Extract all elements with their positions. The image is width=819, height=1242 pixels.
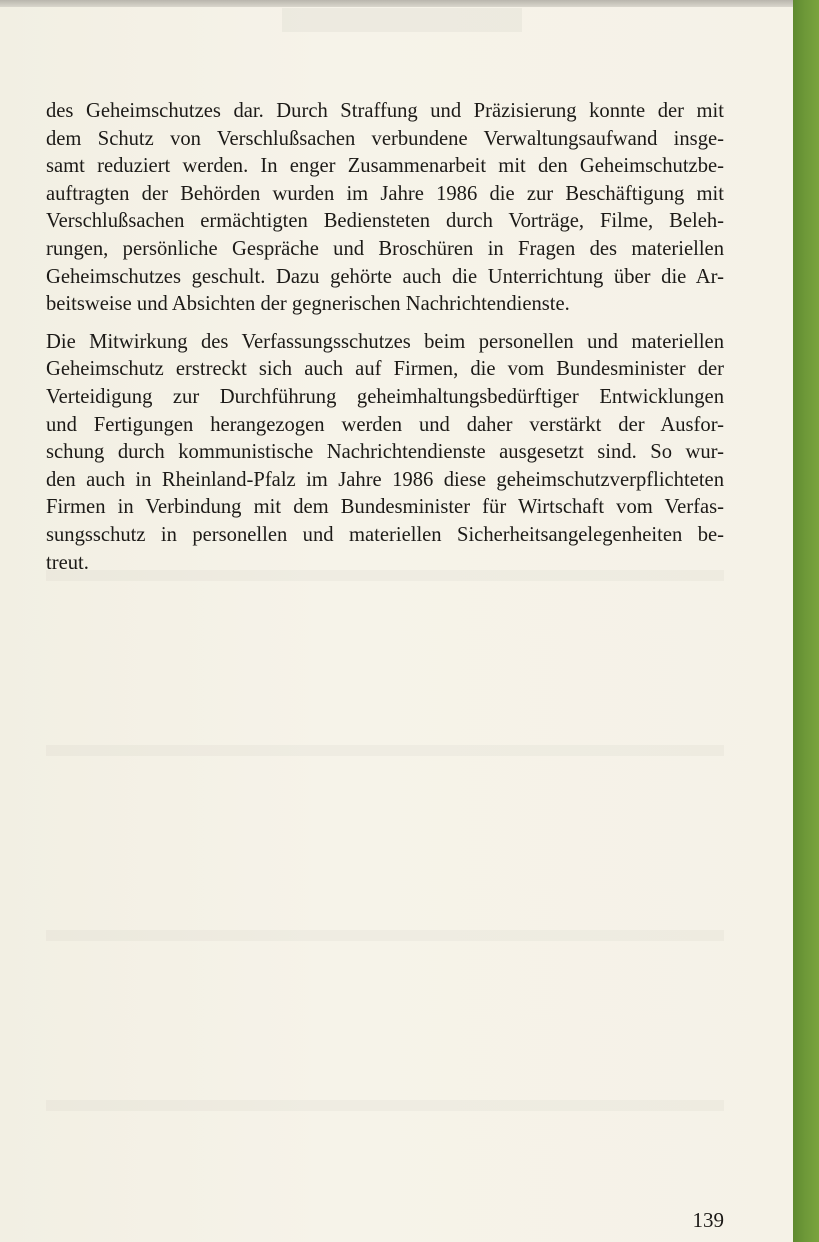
paragraph-1 — [46, 98, 724, 319]
text-line: schung durch kommunistische Nachrichtendienste ausgesetzt sind. So wur- — [46, 441, 724, 464]
page-number: 139 — [692, 1208, 724, 1232]
text-line: dem Schutz von Verschlußsachen verbundene Verwaltungsaufwand insge- — [46, 127, 724, 150]
body-text — [46, 98, 724, 587]
text-line: beitsweise und Absichten der gegnerischen Nachrichtendienste. — [46, 293, 570, 316]
paragraph-2 — [46, 329, 724, 577]
text-line: auftragten der Behörden wurden im Jahre 1986 die zur Beschäftigung mit — [46, 182, 724, 205]
show-through-line — [46, 745, 724, 756]
text-line: Geheimschutzes geschult. Dazu gehörte auch die Unterrichtung über die Ar- — [46, 265, 724, 288]
text-line: samt reduziert werden. In enger Zusammenarbeit mit den Geheimschutzbe- — [46, 155, 724, 178]
text-line: Firmen in Verbindung mit dem Bundesminister für Wirtschaft vom Verfas- — [46, 496, 724, 519]
text-line: und Fertigungen herangezogen werden und daher verstärkt der Ausfor- — [46, 413, 724, 436]
text-line: Die Mitwirkung des Verfassungsschutzes beim personellen und materiellen — [46, 330, 724, 353]
green-page-edge — [793, 0, 819, 1242]
show-through-line — [46, 930, 724, 941]
text-line: Verteidigung zur Durchführung geheimhaltungsbedürftiger Entwicklungen — [46, 385, 724, 408]
text-line: rungen, persönliche Gespräche und Broschüren in Fragen des materiellen — [46, 237, 724, 260]
text-line: sungsschutz in personellen und materiellen Sicherheitsangelegenheiten be- — [46, 523, 724, 546]
text-line: des Geheimschutzes dar. Durch Straffung und Präzisierung konnte der mit — [46, 100, 724, 122]
show-through-block — [282, 8, 522, 32]
text-line: treut. — [46, 551, 89, 574]
text-line: den auch in Rheinland-Pfalz im Jahre 1986 diese geheimschutzverpflichteten — [46, 468, 724, 491]
scan-top-edge — [0, 0, 795, 7]
text-line: Geheimschutz erstreckt sich auch auf Firmen, die vom Bundesminister der — [46, 358, 724, 381]
show-through-line — [46, 1100, 724, 1111]
text-line: Verschlußsachen ermächtigten Bediensteten durch Vorträge, Filme, Beleh- — [46, 210, 724, 233]
